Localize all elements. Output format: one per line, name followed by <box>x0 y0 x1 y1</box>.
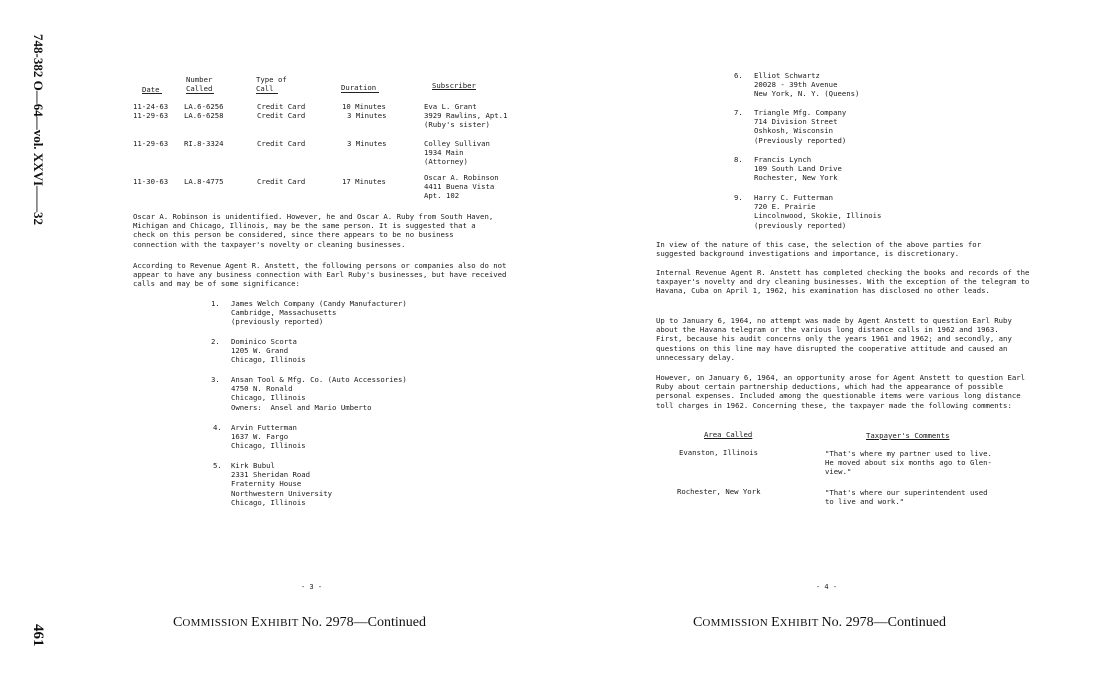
header-taxpayer-comments: Taxpayer's Comments <box>866 431 950 440</box>
header-underline <box>142 93 162 94</box>
header-duration: Duration <box>341 83 377 92</box>
caption-initial: C <box>173 615 183 630</box>
cell-number: LA.8-4775 <box>184 177 224 186</box>
cell-date: 11-29-63 <box>133 139 169 148</box>
cell-number: LA.6-6256 <box>184 102 224 111</box>
list-number: 5. <box>213 461 222 470</box>
caption-small-caps: XHIBIT <box>259 617 302 629</box>
header-type-of-call: Type of Call <box>256 75 287 94</box>
cell-type: Credit Card <box>257 139 306 148</box>
cell-duration: 3 Minutes <box>347 111 387 120</box>
taxpayer-comment: "That's where my partner used to live. He moved about six months ago to Glen- view." <box>825 449 992 477</box>
list-text: Harry C. Futterman 720 E. Prairie Lincolnwood, Skokie, Illinois (previously reported) <box>754 193 882 230</box>
list-text: Francis Lynch 109 South Land Drive Rochester, New York <box>754 155 842 183</box>
paragraph: Up to January 6, 1964, no attempt was made by Agent Anstett to question Earl Ruby about the Havana telegram or the various long distance calls in 1962 and 1963. First, because his audit concerns only the years 1961 and 1962; and secondly, any questions on this line may have disrupted the cooperative attitude and caused an unnecessary delay. <box>656 316 1012 362</box>
cell-duration: 3 Minutes <box>347 139 387 148</box>
cell-number: RI.8-3324 <box>184 139 224 148</box>
list-text: James Welch Company (Candy Manufacturer) Cambridge, Massachusetts (previously reported) <box>231 299 407 327</box>
caption-small-caps: OMMISSION <box>182 617 252 629</box>
list-text: Elliot Schwartz 20028 - 39th Avenue New York, N. Y. (Queens) <box>754 71 860 99</box>
header-area-called: Area Called <box>704 430 753 439</box>
list-number: 2. <box>211 337 220 346</box>
cell-number: LA.6-6258 <box>184 111 224 120</box>
list-number: 1. <box>211 299 220 308</box>
paragraph: Oscar A. Robinson is unidentified. However, he and Oscar A. Ruby from South Haven, Michigan and Chicago, Illinois, may be the same person. It is suggested that a check on this person be considered, since there appears to be no business connection with the taxpayer's novelty or cleaning businesses. <box>133 212 494 249</box>
list-number: 8. <box>734 155 743 164</box>
margin-print-code: 748-382 O—64—vol. XXVI——32 <box>31 34 46 226</box>
caption-initial: E <box>771 615 780 630</box>
page-marker: - 3 - <box>301 583 323 591</box>
page-marker: - 4 - <box>816 583 838 591</box>
area-called: Rochester, New York <box>677 487 761 496</box>
list-number: 6. <box>734 71 743 80</box>
caption-rest: No. 2978—Continued <box>821 615 946 630</box>
caption-small-caps: XHIBIT <box>779 617 822 629</box>
cell-date: 11-24-63 <box>133 102 169 111</box>
cell-subscriber: Oscar A. Robinson 4411 Buena Vista Apt. 102 <box>424 173 499 201</box>
paragraph: According to Revenue Agent R. Anstett, the following persons or companies also do not appear to have any business connection with Earl Ruby's businesses, but have received calls and may be of some significance: <box>133 261 507 289</box>
exhibit-caption <box>693 615 946 631</box>
paragraph: In view of the nature of this case, the selection of the above parties for suggested background investigations and importance, is discretionary. <box>656 240 982 259</box>
cell-date: 11-30-63 <box>133 177 169 186</box>
paragraph: However, on January 6, 1964, an opportunity arose for Agent Anstett to question Earl Ruby about certain partnership deductions, which had the appearance of possible personal expenses. Included among the questionable items were various long distance toll charges in 1962. Concerning these, the taxpayer made the following comments: <box>656 373 1026 410</box>
cell-date: 11-29-63 <box>133 111 169 120</box>
cell-type: Credit Card <box>257 111 306 120</box>
list-text: Triangle Mfg. Company 714 Division Street Oshkosh, Wisconsin (Previously reported) <box>754 108 847 145</box>
list-number: 7. <box>734 108 743 117</box>
list-number: 4. <box>213 423 222 432</box>
list-text: Dominico Scorta 1205 W. Grand Chicago, Illinois <box>231 337 306 365</box>
area-called: Evanston, Illinois <box>679 448 759 457</box>
header-underline <box>341 92 379 93</box>
caption-rest: No. 2978—Continued <box>301 615 426 630</box>
header-underline <box>186 93 214 94</box>
cell-duration: 17 Minutes <box>342 177 386 186</box>
header-underline <box>256 93 278 94</box>
paragraph: Internal Revenue Agent R. Anstett has completed checking the books and records of the taxpayer's novelty and dry cleaning businesses. With the exception of the telegram to Havana, Cuba on April 1, 1962, his examination has disclosed no other leads. <box>656 268 1030 296</box>
list-number: 3. <box>211 375 220 384</box>
cell-type: Credit Card <box>257 177 306 186</box>
exhibit-caption <box>173 615 426 631</box>
caption-small-caps: OMMISSION <box>702 617 772 629</box>
cell-subscriber: Eva L. Grant 3929 Rawlins, Apt.1 (Ruby's sister) <box>424 102 508 130</box>
margin-page-number: 461 <box>30 624 46 647</box>
cell-duration: 10 Minutes <box>342 102 386 111</box>
header-number-called: Number Called <box>186 75 213 94</box>
cell-subscriber: Colley Sullivan 1934 Main (Attorney) <box>424 139 490 167</box>
header-date: Date <box>142 85 160 94</box>
list-number: 9. <box>734 193 743 202</box>
header-subscriber: Subscriber <box>432 81 476 90</box>
list-text: Arvin Futterman 1637 W. Fargo Chicago, Illinois <box>231 423 306 451</box>
caption-initial: C <box>693 615 703 630</box>
caption-initial: E <box>251 615 260 630</box>
taxpayer-comment: "That's where our superintendent used to live and work." <box>825 488 988 507</box>
list-text: Ansan Tool & Mfg. Co. (Auto Accessories) 4750 N. Ronald Chicago, Illinois Owners: Ansel and Mario Umberto <box>231 375 407 412</box>
cell-type: Credit Card <box>257 102 306 111</box>
list-text: Kirk Bubul 2331 Sheridan Road Fraternity House Northwestern University Chicago, Illinois <box>231 461 333 507</box>
